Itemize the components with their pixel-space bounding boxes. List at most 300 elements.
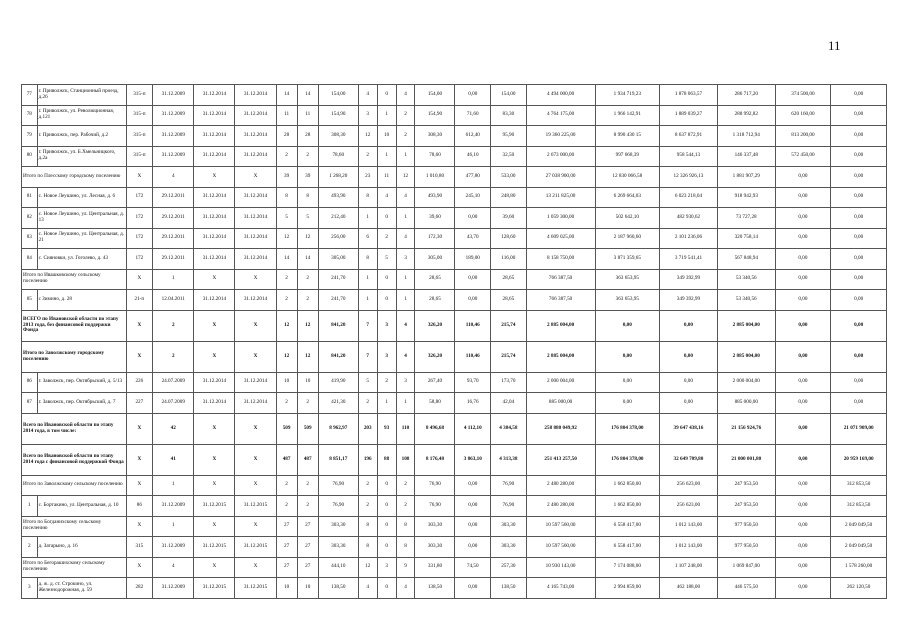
cell-x2: X [194, 444, 235, 475]
cell-a3: 1 [396, 269, 415, 290]
cell-f3: 2 885 004,00 [717, 341, 775, 372]
cell-n: 80 [22, 146, 38, 167]
cell-f4: 0,00 [775, 249, 831, 270]
cell-f1: 1 966 142,91 [595, 105, 659, 126]
cell-a3: 110 [396, 413, 415, 444]
cell-f3: 567 848,94 [717, 249, 775, 270]
cell-area: 212,40 [318, 208, 358, 229]
cell-sum: 27 038 900,00 [526, 167, 595, 188]
cell-f5: 2 049 049,50 [831, 516, 887, 537]
cell-a2: 10 [377, 126, 396, 147]
cell-f3: 1 318 712,94 [717, 126, 775, 147]
cell-a2: 0 [377, 496, 396, 517]
cell-a3: 1 [396, 290, 415, 311]
cell-a3: 2 [396, 105, 415, 126]
table-row [22, 290, 887, 311]
cell-addr: д. ж. д. ст. Строкино, ул. Железнодорожная, д. 59 [37, 578, 126, 599]
cell-f3: 247 953,50 [717, 475, 775, 496]
cell-sum: 2 480 280,00 [526, 475, 595, 496]
cell-c1: 10 [276, 372, 297, 393]
cell-s3: 83,30 [491, 105, 527, 126]
cell-d1: 24.07.2009 [153, 372, 194, 393]
cell-f1: 502 642,10 [595, 208, 659, 229]
cell-d2: 31.12.2014 [194, 290, 235, 311]
cell-d3: 31.12.2014 [235, 105, 276, 126]
cell-f3: 1 069 847,00 [717, 557, 775, 578]
cell-sum: 2 885 004,00 [526, 310, 595, 341]
total-row [22, 444, 887, 475]
cell-sum: 19 360 225,00 [526, 126, 595, 147]
cell-a3: 1 [396, 393, 415, 414]
cell-sum: 8 158 750,00 [526, 249, 595, 270]
cell-sum: 885 000,00 [526, 393, 595, 414]
cell-f2: 1 107 248,00 [660, 557, 718, 578]
cell-f4: 0,00 [775, 187, 831, 208]
cell-x3: X [235, 413, 276, 444]
cell-c1: 2 [276, 269, 297, 290]
cell-label: Итого по Ивашковскому сельскому поселению [22, 269, 127, 290]
cell-doc: 315 [126, 537, 153, 558]
cell-addr: г. Приволжск, пер. Рабочий, д.2 [37, 126, 126, 147]
table-row [22, 146, 887, 167]
cell-f2: 8 637 872,91 [660, 126, 718, 147]
cell-addr: д. Затарыно, д. 16 [37, 537, 126, 558]
cell-x2: X [194, 516, 235, 537]
cell-s2: 110,46 [455, 310, 491, 341]
cell-f5: 0,00 [831, 228, 887, 249]
cell-c2: 27 [297, 537, 318, 558]
cell-a1: 1 [358, 208, 377, 229]
cell-f2: 482 930,62 [660, 208, 718, 229]
cell-sum: 10 597 560,00 [526, 516, 595, 537]
cell-d1: 31.12.2009 [153, 146, 194, 167]
cell-label: Итого по Плесскому городскому поселению [22, 167, 127, 188]
cell-f3: 2 885 004,00 [717, 310, 775, 341]
cell-x3: X [235, 444, 276, 475]
cell-f1: 6 269 664,03 [595, 187, 659, 208]
cell-f1: 2 187 960,60 [595, 228, 659, 249]
cell-a2: 1 [377, 393, 396, 414]
cell-f1: 1 662 850,00 [595, 475, 659, 496]
table-row [22, 393, 887, 414]
cell-a1: 8 [358, 516, 377, 537]
cell-area: 76,90 [318, 496, 358, 517]
cell-d3: 31.12.2014 [235, 228, 276, 249]
subtotal-row [22, 557, 887, 578]
cell-cnt: 4 [153, 557, 194, 578]
cell-f4: 572 450,00 [775, 146, 831, 167]
cell-area: 308,30 [318, 126, 358, 147]
cell-s1: 8 496,68 [415, 413, 455, 444]
cell-f3: 977 950,50 [717, 537, 775, 558]
cell-a2: 3 [377, 557, 396, 578]
cell-f5: 0,00 [831, 85, 887, 106]
cell-area: 493,90 [318, 187, 358, 208]
cell-c2: 5 [297, 208, 318, 229]
cell-area: 78,60 [318, 146, 358, 167]
cell-cnt: 4 [153, 167, 194, 188]
cell-f2: 3 719 541,41 [660, 249, 718, 270]
cell-d2: 31.12.2014 [194, 249, 235, 270]
cell-f3: 1 881 907,29 [717, 167, 775, 188]
cell-c1: 487 [276, 444, 297, 475]
cell-f3: 247 953,50 [717, 496, 775, 517]
cell-a1: 4 [358, 85, 377, 106]
cell-area: 1 268,20 [318, 167, 358, 188]
cell-s3: 39,60 [491, 208, 527, 229]
cell-a3: 4 [396, 578, 415, 599]
cell-c2: 2 [297, 393, 318, 414]
cell-a1: 6 [358, 228, 377, 249]
cell-addr: г. Приволжск, ул. Б.Хмельницкого, д.2а [37, 146, 126, 167]
cell-x1: X [126, 167, 153, 188]
cell-c1: 12 [276, 341, 297, 372]
cell-f5: 2 049 049,50 [831, 537, 887, 558]
cell-c2: 14 [297, 85, 318, 106]
cell-a1: 203 [358, 413, 377, 444]
cell-n: 82 [22, 208, 38, 229]
cell-c2: 28 [297, 126, 318, 147]
cell-cnt: 41 [153, 444, 194, 475]
cell-c1: 28 [276, 126, 297, 147]
cell-s3: 128,60 [491, 228, 527, 249]
cell-d1: 29.12.2011 [153, 187, 194, 208]
cell-x3: X [235, 269, 276, 290]
cell-sum: 2 000 004,00 [526, 372, 595, 393]
cell-f1: 176 804 378,00 [595, 413, 659, 444]
cell-a1: 8 [358, 187, 377, 208]
cell-label: Итого по Заволжскому городскому поселению [22, 341, 127, 372]
cell-a3: 3 [396, 249, 415, 270]
cell-f1: 12 830 066,58 [595, 167, 659, 188]
cell-f4: 0,00 [775, 496, 831, 517]
cell-c1: 2 [276, 290, 297, 311]
cell-f4: 0,00 [775, 413, 831, 444]
cell-x2: X [194, 341, 235, 372]
cell-sum: 258 880 049,92 [526, 413, 595, 444]
cell-addr: г. Заволжск, пер. Октябрьский, д. 7 [37, 393, 126, 414]
cell-f3: 21 000 001,80 [717, 444, 775, 475]
cell-doc: 315-п [126, 126, 153, 147]
total-row [22, 341, 887, 372]
cell-c2: 2 [297, 146, 318, 167]
cell-a1: 12 [358, 126, 377, 147]
cell-f3: 73 727,28 [717, 208, 775, 229]
cell-d3: 31.12.2014 [235, 393, 276, 414]
cell-area: 76,90 [318, 475, 358, 496]
cell-f3: 320 758,14 [717, 228, 775, 249]
cell-x3: X [235, 341, 276, 372]
subtotal-row [22, 475, 887, 496]
cell-addr: с. Бортакино, ул. Центральная, д. 10 [37, 496, 126, 517]
cell-c2: 509 [297, 413, 318, 444]
cell-f2: 0,00 [660, 310, 718, 341]
cell-sum: 1 059 300,00 [526, 208, 595, 229]
cell-f2: 1 878 063,57 [660, 85, 718, 106]
cell-n: 86 [22, 372, 38, 393]
cell-f2: 0,00 [660, 341, 718, 372]
cell-a2: 88 [377, 444, 396, 475]
cell-f5: 0,00 [831, 146, 887, 167]
cell-x3: X [235, 167, 276, 188]
cell-addr: г. Приволжск, Станционный проезд, д.26 [37, 85, 126, 106]
cell-label: Всего по Ивановской области по этапу 2014 года с финансовой поддержкой Фонда [22, 444, 127, 475]
cell-cnt: 2 [153, 310, 194, 341]
cell-a1: 2 [358, 475, 377, 496]
cell-a1: 4 [358, 578, 377, 599]
table-row [22, 496, 887, 517]
cell-sum: 2 480 280,00 [526, 496, 595, 517]
cell-f4: 0,00 [775, 516, 831, 537]
cell-a2: 1 [377, 105, 396, 126]
cell-s1: 76,90 [415, 496, 455, 517]
cell-f1: 363 653,95 [595, 290, 659, 311]
cell-sum: 2 885 004,00 [526, 341, 595, 372]
cell-cnt: 1 [153, 516, 194, 537]
cell-d3: 31.12.2014 [235, 85, 276, 106]
cell-s2: 110,46 [455, 341, 491, 372]
cell-f1: 2 994 859,00 [595, 578, 659, 599]
cell-f5: 0,00 [831, 341, 887, 372]
cell-s1: 331,80 [415, 557, 455, 578]
cell-a2: 0 [377, 85, 396, 106]
cell-f2: 39 647 438,16 [660, 413, 718, 444]
cell-f4: 0,00 [775, 393, 831, 414]
cell-s3: 303,30 [491, 516, 527, 537]
cell-f1: 997 668,39 [595, 146, 659, 167]
cell-s1: 1 010,80 [415, 167, 455, 188]
cell-d2: 31.12.2014 [194, 85, 235, 106]
cell-c2: 14 [297, 249, 318, 270]
cell-area: 8 962,97 [318, 413, 358, 444]
cell-c1: 509 [276, 413, 297, 444]
cell-x3: X [235, 310, 276, 341]
cell-d1: 31.12.2009 [153, 496, 194, 517]
cell-x2: X [194, 310, 235, 341]
cell-a3: 4 [396, 187, 415, 208]
cell-d3: 31.12.2014 [235, 249, 276, 270]
cell-s2: 71,60 [455, 105, 491, 126]
cell-f2: 1 012 143,00 [660, 537, 718, 558]
cell-c1: 2 [276, 475, 297, 496]
cell-area: 841,20 [318, 310, 358, 341]
cell-s1: 78,60 [415, 146, 455, 167]
cell-f3: 53 340,56 [717, 290, 775, 311]
cell-a3: 4 [396, 228, 415, 249]
cell-a2: 1 [377, 146, 396, 167]
cell-s1: 138,50 [415, 578, 455, 599]
cell-c2: 2 [297, 496, 318, 517]
cell-s1: 58,80 [415, 393, 455, 414]
cell-f4: 0,00 [775, 537, 831, 558]
cell-a3: 3 [396, 372, 415, 393]
cell-s2: 0,00 [455, 85, 491, 106]
cell-a2: 5 [377, 249, 396, 270]
cell-d1: 31.12.2009 [153, 537, 194, 558]
cell-d1: 31.12.2009 [153, 126, 194, 147]
cell-s2: 0,00 [455, 290, 491, 311]
cell-x3: X [235, 557, 276, 578]
cell-a2: 0 [377, 537, 396, 558]
cell-c2: 27 [297, 516, 318, 537]
cell-d2: 31.12.2014 [194, 126, 235, 147]
cell-s3: 116,00 [491, 249, 527, 270]
cell-addr: г. Заволжск, пер. Октябрьский, д. 5/13 [37, 372, 126, 393]
cell-f3: 146 337,48 [717, 146, 775, 167]
cell-doc: 172 [126, 187, 153, 208]
cell-s1: 76,90 [415, 475, 455, 496]
cell-s1: 28,65 [415, 290, 455, 311]
cell-d3: 31.12.2015 [235, 496, 276, 517]
cell-n: 78 [22, 105, 38, 126]
cell-f5: 1 578 260,00 [831, 557, 887, 578]
cell-area: 8 851,17 [318, 444, 358, 475]
cell-a2: 3 [377, 310, 396, 341]
subtotal-row [22, 516, 887, 537]
cell-n: 79 [22, 126, 38, 147]
cell-f3: 885 000,00 [717, 393, 775, 414]
cell-x1: X [126, 516, 153, 537]
cell-c1: 39 [276, 167, 297, 188]
subtotal-row [22, 269, 887, 290]
cell-sum: 766 387,50 [526, 290, 595, 311]
cell-f2: 0,00 [660, 393, 718, 414]
cell-s2: 74,50 [455, 557, 491, 578]
cell-x1: X [126, 269, 153, 290]
cell-s2: 0,00 [455, 516, 491, 537]
cell-sum: 4 609 025,00 [526, 228, 595, 249]
cell-doc: 227 [126, 393, 153, 414]
cell-s1: 8 176,48 [415, 444, 455, 475]
cell-s2: 612,40 [455, 126, 491, 147]
cell-c1: 12 [276, 310, 297, 341]
resettlement-registry-table [21, 84, 887, 599]
cell-c2: 11 [297, 105, 318, 126]
cell-label: Итого по Заволжскому сельскому поселению [22, 475, 127, 496]
cell-addr: с. Сияновки, ул. Гоголево, д. 43 [37, 249, 126, 270]
cell-cnt: 2 [153, 341, 194, 372]
cell-f2: 6 023 218,04 [660, 187, 718, 208]
table-row [22, 187, 887, 208]
cell-s2: 43,70 [455, 228, 491, 249]
cell-f1: 8 990 430 15 [595, 126, 659, 147]
cell-x1: X [126, 413, 153, 444]
cell-d1: 31.12.2009 [153, 578, 194, 599]
cell-s2: 0,00 [455, 496, 491, 517]
cell-c1: 11 [276, 105, 297, 126]
cell-a3: 8 [396, 516, 415, 537]
cell-d3: 31.12.2015 [235, 537, 276, 558]
cell-d1: 24.07.2009 [153, 393, 194, 414]
cell-f5: 0,00 [831, 290, 887, 311]
table-row [22, 208, 887, 229]
cell-sum: 13 211 825,00 [526, 187, 595, 208]
cell-d3: 31.12.2014 [235, 146, 276, 167]
cell-s3: 4 384,58 [491, 413, 527, 444]
cell-c2: 2 [297, 290, 318, 311]
cell-c2: 2 [297, 269, 318, 290]
cell-c1: 2 [276, 496, 297, 517]
cell-f3: 977 950,50 [717, 516, 775, 537]
cell-f5: 0,00 [831, 167, 887, 188]
cell-s2: 0,00 [455, 578, 491, 599]
cell-s3: 173,70 [491, 372, 527, 393]
cell-area: 421,30 [318, 393, 358, 414]
cell-d1: 31.12.2009 [153, 105, 194, 126]
cell-d3: 31.12.2014 [235, 187, 276, 208]
cell-a1: 8 [358, 537, 377, 558]
cell-s2: 0,00 [455, 208, 491, 229]
cell-x1: X [126, 310, 153, 341]
cell-doc: 315-п [126, 105, 153, 126]
cell-f3: 53 340,56 [717, 269, 775, 290]
cell-sum: 4 764 175,00 [526, 105, 595, 126]
cell-a2: 2 [377, 228, 396, 249]
cell-d2: 31.12.2014 [194, 208, 235, 229]
cell-a3: 9 [396, 557, 415, 578]
cell-f4: 620 160,00 [775, 105, 831, 126]
cell-c1: 14 [276, 249, 297, 270]
cell-area: 256,00 [318, 228, 358, 249]
cell-area: 303,30 [318, 537, 358, 558]
cell-d3: 31.12.2014 [235, 126, 276, 147]
cell-f2: 958 544,13 [660, 146, 718, 167]
cell-c2: 12 [297, 228, 318, 249]
cell-a3: 2 [396, 126, 415, 147]
cell-f2: 32 649 709,80 [660, 444, 718, 475]
cell-f5: 312 853,50 [831, 496, 887, 517]
cell-addr: с. Новое Леушино, ул. Центральная, д. 21 [37, 228, 126, 249]
cell-f4: 0,00 [775, 167, 831, 188]
cell-d1: 31.12.2009 [153, 85, 194, 106]
cell-a2: 0 [377, 208, 396, 229]
cell-label: ВСЕГО по Ивановской области по этапу 2013 года, без финансовой поддержки Фонда [22, 310, 127, 341]
cell-f5: 0,00 [831, 249, 887, 270]
cell-x3: X [235, 516, 276, 537]
cell-f1: 176 804 378,00 [595, 444, 659, 475]
cell-x2: X [194, 167, 235, 188]
cell-s1: 154,90 [415, 105, 455, 126]
cell-d1: 29.12.2011 [153, 228, 194, 249]
registry-body [22, 85, 887, 599]
cell-a3: 2 [396, 496, 415, 517]
cell-s1: 172,30 [415, 228, 455, 249]
cell-a1: 3 [358, 105, 377, 126]
cell-d1: 12.04.2011 [153, 290, 194, 311]
cell-label: Итого по Богданихскому сельскому поселению [22, 516, 127, 537]
cell-s3: 533,00 [491, 167, 527, 188]
cell-c1: 10 [276, 578, 297, 599]
cell-label: Всего по Ивановской области по этапу 2014 года, в том числе: [22, 413, 127, 444]
cell-area: 419,90 [318, 372, 358, 393]
cell-c2: 12 [297, 341, 318, 372]
cell-s3: 138,50 [491, 578, 527, 599]
cell-s1: 308,30 [415, 126, 455, 147]
cell-f4: 0,00 [775, 578, 831, 599]
cell-s2: 477,80 [455, 167, 491, 188]
cell-a2: 0 [377, 578, 396, 599]
cell-cnt: 1 [153, 269, 194, 290]
cell-sum: 766 387,50 [526, 269, 595, 290]
cell-s1: 493,90 [415, 187, 455, 208]
cell-a1: 7 [358, 310, 377, 341]
cell-s3: 28,65 [491, 269, 527, 290]
cell-d2: 31.12.2014 [194, 372, 235, 393]
cell-f1: 1 662 850,00 [595, 496, 659, 517]
cell-n: 3 [22, 578, 38, 599]
cell-area: 305,00 [318, 249, 358, 270]
table-row [22, 372, 887, 393]
